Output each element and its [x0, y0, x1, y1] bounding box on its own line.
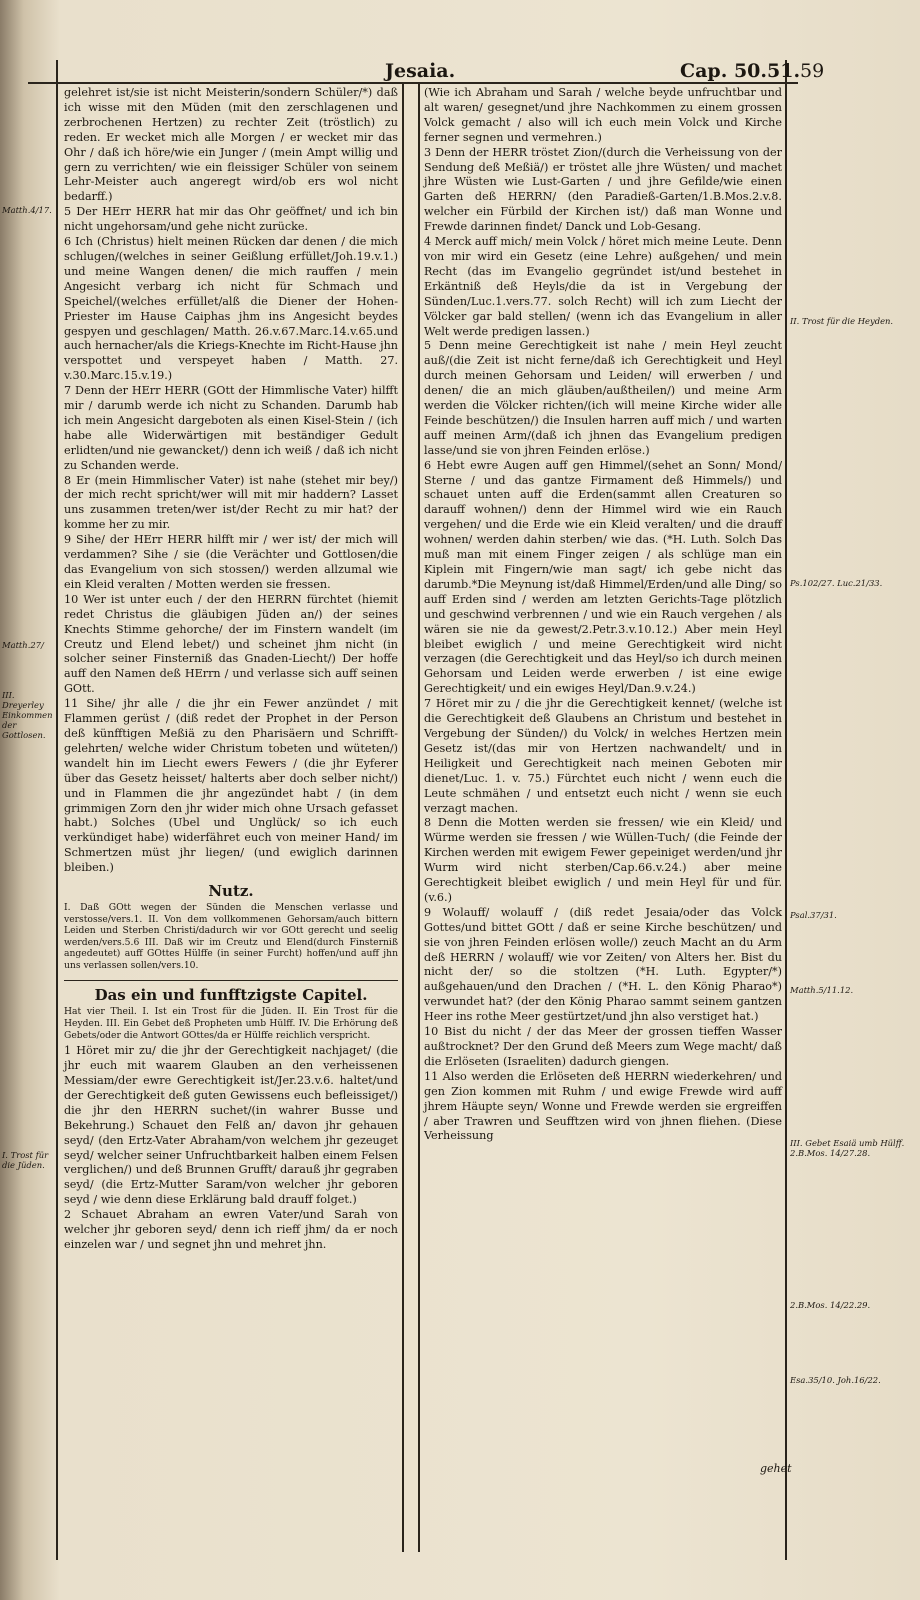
chapter-paragraph: 1 Höret mir zu/ die jhr der Gerechtigkeit nachjaget/ (die jhr euch mit waarem Glauben an den verheissenen Messiam/der ewre Gerechtigkeit ist/Jer.23.v.6. haltet/und der Gerechtigkeit deß guten Gewissens euch befleissiget/) die jhr den HERRN suchet/(in wahrer Busse und Bekehrung.) Schauet den Felß an/ davon jhr gehauen seyd/ (den Ertz-Vater Abraham/von welchem jhr gezeuget seyd/ welcher seiner Unfruchtbarkeit halben einem Felsen verglichen/) und deß Brunnen Grufft/ darauß jhr gegraben seyd/ (die Ertz-Mutter Saram/von welcher jhr geboren seyd / wie denn diese Erklärung bald drauff folget.) [64, 1044, 398, 1207]
center-rule-right [418, 82, 420, 1552]
left-paragraph: gelehret ist/sie ist nicht Meisterin/sondern Schüler/*) daß ich wisse mit den Müden (mit den zerschlagenen und zerbrochenen Hertzen) zu rechter Zeit (tröstlich) zu reden. Er wecket mich alle Morgen / er wecket mir das Ohr / daß ich höre/wie ein Junger / (mein Ampt willig und gern zu verrichten/ wie ein fleissiger Schüler von seinem Lehr-Meister auch angeregt wird/ob ers wol nicht bedarff.) [64, 86, 398, 204]
left-margin-note-1: Matth.4/17. [2, 205, 52, 215]
chapter-heading: Cap. 50.51. [680, 60, 801, 82]
right-paragraph: 8 Denn die Motten werden sie fressen/ wie ein Kleid/ und Würme werden sie fressen / wie Wüllen-Tuch/ (die Feinde der Kirchen werden mit ewigem Fewer gepeiniget werden/und jhr Wurm wird nicht sterben/Cap.66.v.24.) aber meine Gerechtigkeit bleibet ewiglich / und mein Heyl für und für.(v.6.) [424, 816, 782, 904]
right-paragraph: 9 Wolauff/ wolauff / (diß redet Jesaia/oder das Volck Gottes/und bittet GOtt / daß er seine Kirche beschützen/ und sie von jhren Feinden erlösen wolle/) zeuch Macht an du Arm deß HERRN / wolauff/ wie vor Zeiten/ von Alters her. Bist du nicht der/ so die stoltzen (*H. Luth. Egypter/*) außgehauen/und den Drachen / (*H. L. den König Pharao*) verwundet hat? (der den König Pharao sammt seinem gantzen Heer ins rothe Meer gestürtzet/und jhn also verstiget hat.) [424, 905, 782, 1024]
center-rule-left [402, 82, 404, 1552]
right-paragraph: 10 Bist du nicht / der das Meer der grossen tieffen Wasser außtrocknet? Der den Grund deß Meers zum Wege macht/ daß die Erlöseten (Israeliten) dadurch giengen. [424, 1025, 782, 1068]
right-outer-rule [785, 60, 787, 1560]
page-number: 59 [800, 60, 825, 82]
catchword: gehet [760, 1462, 792, 1475]
right-margin-note-4: Matth.5/11.12. [790, 985, 854, 995]
left-outer-rule [56, 60, 58, 1560]
right-paragraph: 5 Denn meine Gerechtigkeit ist nahe / mein Heyl zeucht auß/(die Zeit ist nicht ferne/daß ich Gerechtigkeit und Heyl durch meinen Gehorsam und Leiden/ will erwerben / und denen/ die an mich gläuben/außtheilen/) und meine Arm werden die Völcker richten/(ich will meine Kirche wider alle Feinde beschützen/) die Insulen harren auff mich / und warten auff meinen Arm/(daß ich jhnen das Evangelium predigen lasse/und sie von jhren Feinden erlöse.) [424, 339, 782, 457]
right-paragraph: 6 Hebt ewre Augen auff gen Himmel/(sehet an Sonn/ Mond/ Sterne / und das gantze Firmament deß Himmels/) und schauet unten auff die Erden(sammt allen Creaturen so darauff wohnen/) denn der Himmel wird wie ein Rauch vergehen/ und die Erde wie ein Kleid veralten/ und die drauff wohnen/ werden dahin sterben/ wie das. (*H. Luth. Solch Das muß man mit einem Finger zeigen / als schlüge man ein Kiplein mit Fingern/wie man sagt/ ich gebe nicht das darumb.*Die Meynung ist/daß Himmel/Erden/und alle Ding/ so auff Erden sind / werden am letzten Gerichts-Tage plötzlich und geschwind verbrennen / und wie ein Rauch vergehen / als wären sie nie da gewest/2.Petr.3.v.10.12.) Aber mein Heyl bleibet ewiglich / und meine Gerechtigkeit wird nicht verzagen (die Gerechtigkeit und das Heyl/so ich durch meinen Gehorsam und Leiden werde erwerben / ist eine ewige Gerechtigkeit/ und ein ewiges Heyl/Dan.9.v.24.) [424, 458, 782, 696]
left-paragraph: 7 Denn der HErr HERR (GOtt der Himmlische Vater) hilfft mir / darumb werde ich nicht zu Schanden. Darumb hab ich mein Angesicht dargeboten als einen Kisel-Stein / (ich habe alle Widerwärtigen mit beständiger Gedult erlidten/und nie gewancket/) denn ich weiß / daß ich nicht zu Schanden werde. [64, 384, 398, 472]
right-margin-note-5: III. Gebet Esaiä umb Hülff. 2.B.Mos. 14/27.28. [790, 1138, 905, 1158]
left-margin-note-2: Matth.27/ [2, 640, 44, 650]
chapter-paragraph: 2 Schauet Abraham an ewren Vater/und Sarah von welcher jhr geboren seyd/ denn ich rieff jhm/ da er noch einzelen war / und segnet jhn und mehret jhn. [64, 1208, 398, 1251]
right-margin-note-6: 2.B.Mos. 14/22.29. [790, 1300, 871, 1310]
right-margin-note-2: Ps.102/27. Luc.21/33. [790, 578, 883, 588]
running-title: Jesaia. [385, 60, 456, 82]
right-paragraph: 7 Höret mir zu / die jhr die Gerechtigkeit kennet/ (welche ist die Gerechtigkeit deß Glaubens an Christum und bestehet in Vergebung der Sünden/) du Volck/ in welches Hertzen mein Gesetz ist/(das mir von Hertzen nachwandelt/ und in Heiligkeit und Gerechtigkeit nach meinen Geboten mir dienet/Luc. 1. v. 75.) Fürchtet euch nicht / wenn euch die Leute schmähen / und entsetzt euch nicht / wenn sie euch verzagt machen. [424, 697, 782, 815]
nutz-heading: Nutz. [208, 882, 254, 901]
right-margin-note-3: Psal.37/31. [790, 910, 837, 920]
left-margin-note-4: I. Trost für die Jüden. [2, 1150, 49, 1170]
chapter-title: Das ein und funfftzigste Capitel. [64, 980, 398, 1003]
left-paragraph: 11 Sihe/ jhr alle / die jhr ein Fewer anzündet / mit Flammen gerüst / (diß redet der Prophet in der Person deß künfftigen Meßiä zu den Pharisäern und Schrifft-gelehrten/ welche wider Christum tobeten und wüteten/) wandelt hin im Liecht ewers Fewers / (die jhr Eyferer über das Gesetz heisset/ halterts aber doch selber nicht/) und in Flammen die jhr angezündet habt / (in dem grimmigen Zorn den jhr wider mich ohne Ursach gefasset habt.) Solches (Ubel und Unglück/ so ich euch verkündiget habe) widerfähret euch von meiner Hand/ im Schmertzen müst jhr liegen/ (und ewiglich darinnen bleiben.) [64, 697, 398, 875]
right-margin-note-7: Esa.35/10. Joh.16/22. [790, 1375, 881, 1385]
left-column [64, 86, 398, 1253]
right-column [424, 86, 782, 1144]
right-paragraph: 3 Denn der HERR tröstet Zion/(durch die Verheissung von der Sendung deß Meßiä/) er tröstet alle jhre Wüsten/ und machet jhre Wüsten wie Lust-Garten / und jhre Gefilde/wie einen Garten deß HERRN/ (den Paradieß-Garten/1.B.Mos.2.v.8. welcher ein Fürbild der Kirchen ist/) daß man Wonne und Frewde darinnen findet/ Danck und Lob-Gesang. [424, 145, 782, 234]
left-margin-note-3: III. Dreyerley Einkommen der Gottlosen. [2, 690, 53, 740]
left-paragraph: 8 Er (mein Himmlischer Vater) ist nahe (stehet mir bey/) der mich recht spricht/wer will mit mir haddern? Lasset uns zusammen treten/wer ist/der Recht zu mir hat? der komme her zu mir. [64, 473, 398, 532]
chapter-summary: Hat vier Theil. I. Ist ein Trost für die Jüden. II. Ein Trost für die Heyden. III. Ein Gebet deß Propheten umb Hülff. IV. Die Erhörung deß Gebets/oder die Antwort GOttes/da er Hülffe reichlich verspricht. [64, 1006, 398, 1041]
top-rule [28, 82, 798, 84]
right-margin-note-1: II. Trost für die Heyden. [790, 316, 894, 326]
right-paragraph: (Wie ich Abraham und Sarah / welche beyde unfruchtbar und alt waren/ gesegnet/und jhre Nachkommen zu einem grossen Volck gemacht / also will ich euch mein Volck und Kirche ferner segnen und vermehren.) [424, 86, 782, 144]
right-paragraph: 4 Merck auff mich/ mein Volck / höret mich meine Leute. Denn von mir wird ein Gesetz (eine Lehre) außgehen/ und mein Recht (das im Evangelio gegründet ist/und bestehet in Erkäntniß deß Heyls/die da ist in Vergebung der Sünden/Luc.1.vers.77. solch Recht) will ich zum Liecht der Völcker gar bald stellen/ (wenn ich das Evangelium in aller Welt werde predigen lassen.) [424, 235, 782, 338]
right-paragraph: 11 Also werden die Erlöseten deß HERRN wiederkehren/ und gen Zion kommen mit Ruhm / und ewige Frewde wird auff jhrem Häupte seyn/ Wonne und Frewde werden sie ergreiffen / aber Trawren und Seufftzen wird von jhnen fliehen. (Diese Verheissung [424, 1069, 782, 1143]
nutz-text: I. Daß GOtt wegen der Sünden die Menschen verlasse und verstosse/vers.1. II. Von dem vollkommenen Gehorsam/auch bittern Leiden und Sterben Christi/dadurch wir vor GOtt gerecht und seelig werden/vers.5.6 III. Daß wir im Creutz und Elend(durch Finsterniß angedeutet) auff GOttes Hülffe (in seiner Furcht) hoffen/und auff jhn uns verlassen sollen/vers.10. [64, 901, 398, 971]
left-paragraph: 5 Der HErr HERR hat mir das Ohr geöffnet/ und ich bin nicht ungehorsam/und gehe nicht zurücke. [64, 205, 398, 234]
left-paragraph: 6 Ich (Christus) hielt meinen Rücken dar denen / die mich schlugen/(welches in seiner Geißlung erfüllet/Joh.19.v.1.) und meine Wangen denen/ die mich rauffen / mein Angesicht verbarg ich nicht für Schmach und Speichel/(welches erfüllet/alß die Diener der Hohen-Priester im Hause Caiphas jhm ins Angesicht beydes gespyen und geschlagen/ Matth. 26.v.67.Marc.14.v.65.und auch hernacher/als die Kriegs-Knechte im Richt-Hause jhn verspottet und verspeyet haben / Matth. 27. v.30.Marc.15.v.19.) [64, 235, 398, 383]
left-paragraph: 9 Sihe/ der HErr HERR hilfft mir / wer ist/ der mich will verdammen? Sihe / sie (die Verächter und Gottlosen/die das Evangelium von sich stossen/) werden allzumal wie ein Kleid veralten / Motten werden sie fressen. [64, 533, 398, 591]
left-paragraph: 10 Wer ist unter euch / der den HERRN fürchtet (hiemit redet Christus die gläubigen Jüden an/) der seines Knechts Stimme gehorche/ der im Finstern wandelt (im Creutz und Elend lebet/) und scheinet jhm nicht (in solcher seiner Finsterniß das Gnaden-Liecht/) Der hoffe auff den Namen deß HErrn / und verlasse sich auff seinen GOtt. [64, 592, 398, 696]
